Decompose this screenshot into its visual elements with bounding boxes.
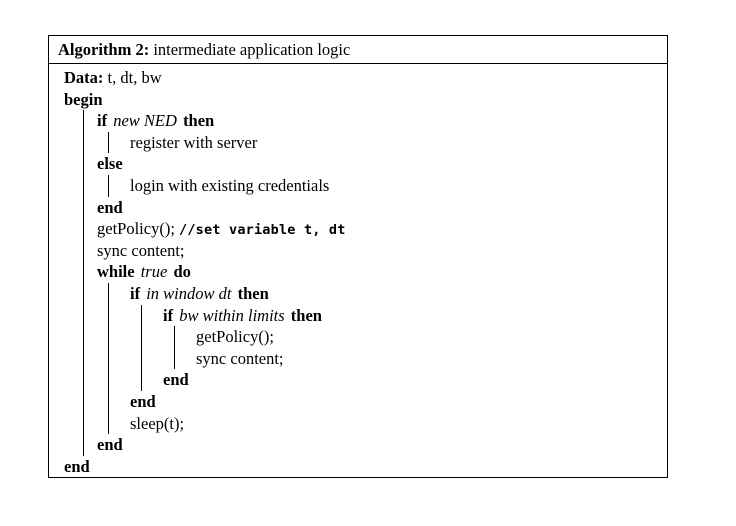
algorithm-number-label: Algorithm 2: <box>58 40 150 59</box>
line-sync-content-1: sync content; <box>97 240 185 260</box>
begin-block <box>83 110 661 456</box>
if-keyword: if <box>163 305 174 325</box>
line-sync-content-2: sync content; <box>196 348 284 368</box>
algorithm-caption <box>49 36 667 64</box>
line-getpolicy-2: getPolicy(); <box>196 327 274 347</box>
condition-true: true <box>140 262 168 282</box>
if-new-ned-body <box>108 132 661 154</box>
if-keyword: if <box>97 111 108 131</box>
then-keyword: then <box>183 111 215 131</box>
line-if-in-window <box>130 283 661 305</box>
getpolicy-call: getPolicy(); <box>97 219 175 239</box>
line-getpolicy-with-comment <box>97 218 661 240</box>
do-keyword: do <box>173 262 191 282</box>
line-login-existing-credentials: login with existing credentials <box>130 175 330 195</box>
then-keyword: then <box>237 283 269 303</box>
set-variable-comment: //set variable t, dt <box>179 222 346 239</box>
data-keyword: Data: <box>64 68 104 87</box>
if-keyword: if <box>130 283 141 303</box>
line-if-bw-within-limits <box>163 305 661 327</box>
then-keyword: then <box>290 305 322 325</box>
algorithm-body <box>49 64 667 477</box>
line-end-if-bw-limits: end <box>163 370 189 390</box>
condition-in-window-dt: in window dt <box>146 283 232 303</box>
line-sleep: sleep(t); <box>130 413 185 433</box>
line-end-if-in-window: end <box>130 391 156 411</box>
line-begin: begin <box>64 89 103 109</box>
if-in-window-body <box>141 305 661 391</box>
condition-new-ned: new NED <box>113 111 177 131</box>
line-data <box>64 67 661 89</box>
line-end-if-new-ned: end <box>97 197 123 217</box>
line-if-new-ned <box>97 110 661 132</box>
while-keyword: while <box>97 262 135 282</box>
line-while-true <box>97 261 661 283</box>
algorithm-box <box>48 35 668 478</box>
data-values: t, dt, bw <box>107 68 162 87</box>
algorithm-title: intermediate application logic <box>153 40 351 59</box>
condition-bw-within-limits: bw within limits <box>179 305 285 325</box>
line-register-with-server: register with server <box>130 132 258 152</box>
else-body <box>108 175 661 197</box>
if-bw-limits-body <box>174 326 661 369</box>
line-end-begin: end <box>64 456 90 476</box>
line-end-while: end <box>97 435 123 455</box>
line-else: else <box>97 154 123 174</box>
while-block <box>108 283 661 434</box>
